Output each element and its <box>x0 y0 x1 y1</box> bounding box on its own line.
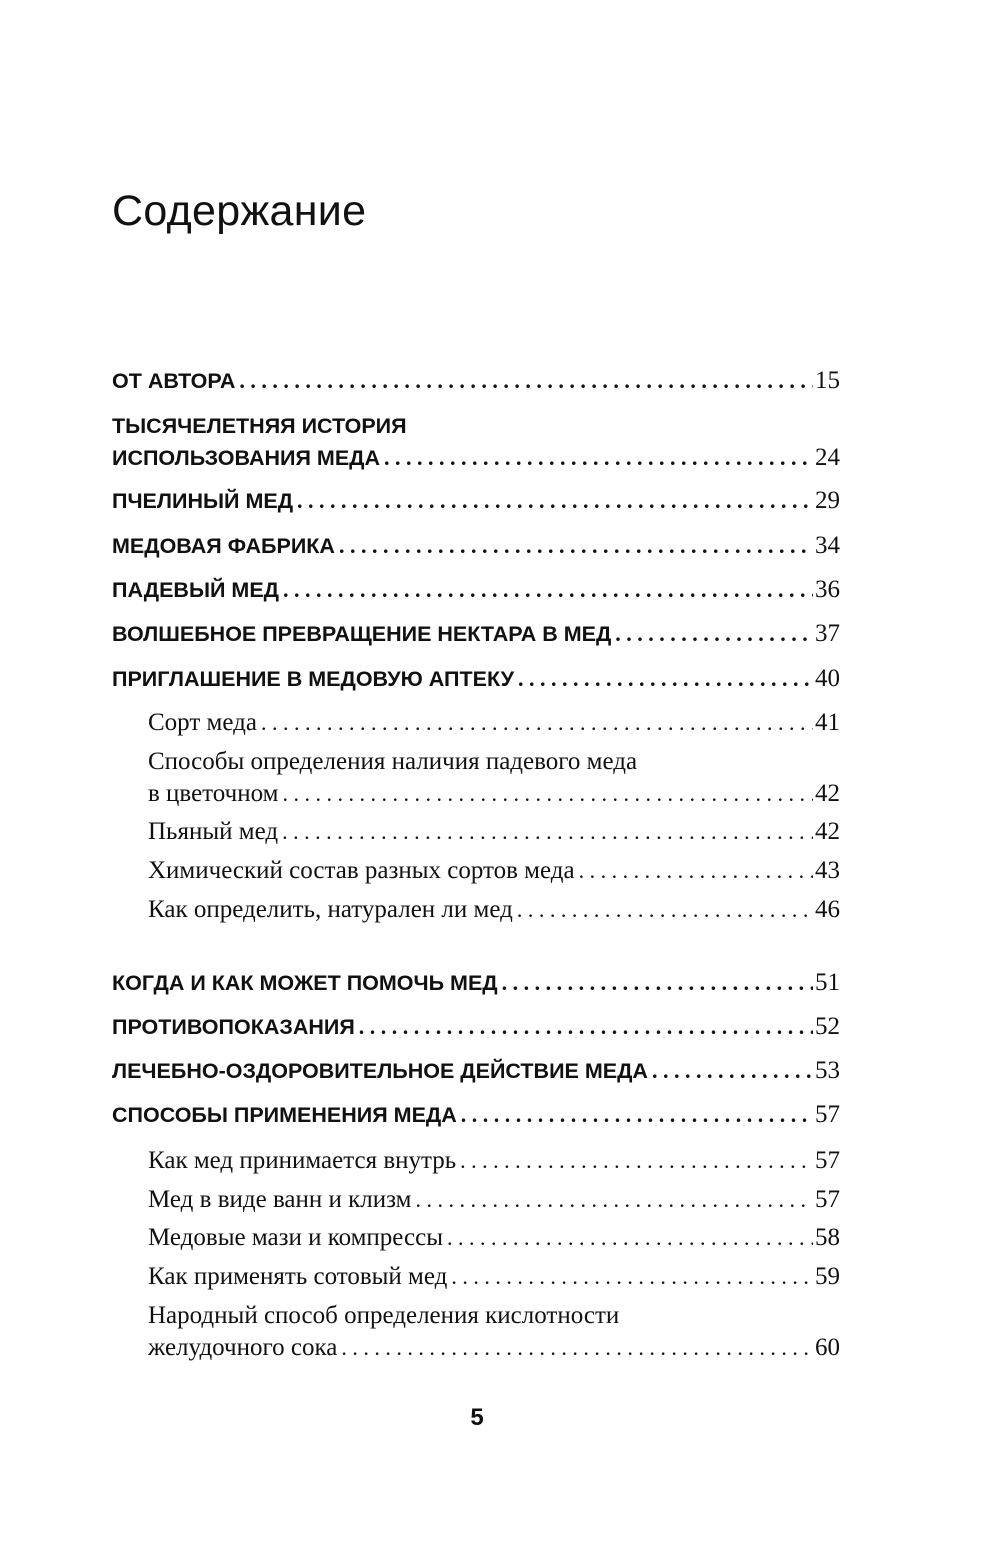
toc-entry-title-line: Способы определения наличия падевого меда <box>148 748 638 775</box>
dot-leader <box>652 1054 813 1088</box>
toc-page-number: 37 <box>815 620 840 647</box>
dot-leader <box>283 573 813 607</box>
dot-leader <box>416 1183 814 1217</box>
toc-entry-title: ЛЕЧЕБНО-ОЗДОРОВИТЕЛЬНОЕ ДЕЙСТВИЕ МЕДА <box>112 1059 648 1083</box>
toc-entry-title: Мед в виде ванн и клизм <box>148 1186 412 1213</box>
dot-leader <box>282 815 813 849</box>
toc-entry-title: ВОЛШЕБНОЕ ПРЕВРАЩЕНИЕ НЕКТАРА В МЕД <box>112 622 612 646</box>
page-title: Содержание <box>112 187 367 235</box>
toc-entry-title: ПЧЕЛИНЫЙ МЕД <box>112 489 294 513</box>
toc-entry-title: в цветочном <box>148 780 279 807</box>
toc-entry-title: Химический состав разных сортов меда <box>148 857 575 884</box>
toc-page-number: 60 <box>815 1334 840 1361</box>
toc-entry-title: желудочного сока <box>148 1334 338 1361</box>
toc-entry-title: ПРИГЛАШЕНИЕ В МЕДОВУЮ АПТЕКУ <box>112 667 514 691</box>
toc-page-number: 58 <box>815 1224 840 1251</box>
toc-entry[interactable] <box>148 1260 840 1294</box>
toc-page-number: 46 <box>815 896 840 923</box>
toc-entry[interactable] <box>148 1183 840 1217</box>
toc-entry[interactable] <box>112 966 840 1000</box>
toc-entry[interactable] <box>112 529 840 563</box>
dot-leader <box>447 1221 813 1255</box>
toc-page-number: 52 <box>815 1013 840 1040</box>
toc-page-number: 59 <box>815 1263 840 1290</box>
dot-leader <box>451 1260 813 1294</box>
toc-entry-title: КОГДА И КАК МОЖЕТ ПОМОЧЬ МЕД <box>112 971 498 995</box>
toc-entry-title-line: Народный способ определения кислотности <box>148 1302 620 1329</box>
toc-page-number: 57 <box>815 1186 840 1213</box>
toc-entry[interactable] <box>148 1331 840 1365</box>
toc-entry[interactable] <box>112 1054 840 1088</box>
toc-entry[interactable] <box>112 617 840 651</box>
toc-entry-title: МЕДОВАЯ ФАБРИКА <box>112 534 335 558</box>
toc-page-number: 57 <box>815 1101 840 1128</box>
dot-leader <box>517 893 813 927</box>
toc-page-number: 42 <box>815 780 840 807</box>
toc-page-number: 40 <box>815 665 840 692</box>
toc-page-number: 36 <box>815 576 840 603</box>
toc-entry[interactable] <box>148 1144 840 1178</box>
page-number-footer: 5 <box>470 1404 484 1431</box>
dot-leader <box>261 706 813 740</box>
dot-leader <box>461 1098 813 1132</box>
dot-leader <box>615 617 813 651</box>
toc-entry-title: Как мед принимается внутрь <box>148 1147 457 1174</box>
toc-entry[interactable] <box>112 364 840 398</box>
toc-entry[interactable] <box>148 777 840 811</box>
toc-page-number: 43 <box>815 857 840 884</box>
dot-leader <box>518 662 813 696</box>
toc-page-number: 34 <box>815 532 840 559</box>
toc-entry[interactable] <box>112 1098 840 1132</box>
toc-entry[interactable] <box>112 662 840 696</box>
toc-entry[interactable] <box>148 815 840 849</box>
dot-leader <box>460 1144 813 1178</box>
dot-leader <box>239 364 813 398</box>
toc-page-number: 15 <box>815 367 840 394</box>
toc-entry-title: Как определить, натурален ли мед <box>148 896 513 923</box>
dot-leader <box>339 529 813 563</box>
toc-page-number: 42 <box>815 818 840 845</box>
toc-page-number: 53 <box>815 1057 840 1084</box>
dot-leader <box>341 1331 813 1365</box>
toc-page-number: 51 <box>815 969 840 996</box>
dot-leader <box>502 966 813 1000</box>
toc-entry-title: Как применять сотовый мед <box>148 1263 448 1290</box>
dot-leader <box>579 854 813 888</box>
dot-leader <box>384 441 813 475</box>
dot-leader <box>297 484 813 518</box>
toc-entry-title: ИСПОЛЬЗОВАНИЯ МЕДА <box>112 446 381 470</box>
dot-leader <box>282 777 813 811</box>
toc-entry-title: Сорт меда <box>148 709 257 736</box>
toc-entry[interactable] <box>112 484 840 518</box>
toc-entry-title: Медовые мази и компрессы <box>148 1224 444 1251</box>
toc-entry-title: ПРОТИВОПОКАЗАНИЯ <box>112 1015 355 1039</box>
toc-entry[interactable] <box>112 441 840 475</box>
toc-entry[interactable] <box>112 573 840 607</box>
toc-entry-title: ОТ АВТОРА <box>112 369 236 393</box>
toc-page-number: 24 <box>815 444 840 471</box>
toc-page-number: 29 <box>815 487 840 514</box>
toc-entry-title: Пьяный мед <box>148 818 279 845</box>
toc-entry[interactable] <box>148 1221 840 1255</box>
dot-leader <box>359 1010 813 1044</box>
toc-entry[interactable] <box>148 706 840 740</box>
toc-entry-title: ПАДЕВЫЙ МЕД <box>112 578 280 602</box>
toc-entry-title: СПОСОБЫ ПРИМЕНЕНИЯ МЕДА <box>112 1103 457 1127</box>
toc-entry[interactable] <box>148 854 840 888</box>
toc-entry[interactable] <box>148 893 840 927</box>
toc-page-number: 41 <box>815 709 840 736</box>
toc-page-number: 57 <box>815 1147 840 1174</box>
toc-entry-title-line: ТЫСЯЧЕЛЕТНЯЯ ИСТОРИЯ <box>112 414 407 438</box>
toc-entry[interactable] <box>112 1010 840 1044</box>
